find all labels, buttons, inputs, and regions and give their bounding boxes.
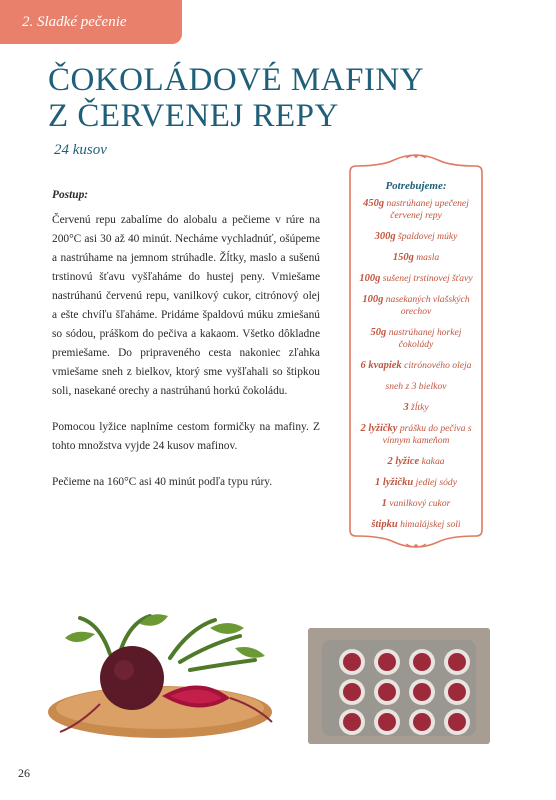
ingredient-text: vanilkový cukor: [389, 498, 451, 509]
ingredient-amount: 50g: [370, 327, 387, 338]
ingredient-text: nastrúhanej horkej čokolády: [388, 327, 462, 350]
ingredient-amount: 100g: [359, 273, 381, 284]
recipe-title: [48, 62, 424, 134]
ingredient-amount: 450g: [363, 198, 385, 209]
beetroot-photo: [40, 614, 280, 744]
ingredient-item: [354, 294, 478, 318]
ingredient-text: sneh z 3 bielkov: [385, 381, 447, 392]
ingredient-text: nasekaných vlašských orechov: [385, 294, 470, 317]
chapter-tab: [0, 0, 182, 44]
recipe-title-line1: ČOKOLÁDOVÉ MAFINY: [48, 62, 425, 98]
ingredient-item: [354, 360, 478, 372]
ingredient-amount: 300g: [374, 231, 396, 242]
ingredient-text: jedlej sódy: [415, 477, 457, 488]
ingredient-item: [354, 273, 478, 285]
ingredient-item: [354, 456, 478, 468]
ingredient-item: [354, 519, 478, 531]
ingredient-item: [354, 198, 478, 222]
chapter-label: 2. Sladké pečenie: [22, 13, 127, 30]
ingredient-amount: 1: [381, 498, 387, 509]
ingredient-text: nastrúhanej upečenej červenej repy: [386, 198, 469, 221]
ingredient-text: žĺtky: [411, 402, 429, 413]
ingredient-item: [354, 477, 478, 489]
ingredients-heading: Potrebujeme:: [385, 180, 447, 192]
ingredient-amount: 150g: [392, 252, 414, 263]
ingredients-list: [354, 180, 478, 540]
ingredient-amount: 1 lyžičku: [375, 477, 414, 488]
method-paragraph: Červenú repu zabalíme do alobalu a pečieme v rúre na 200°C asi 30 až 40 minút. Necháme vychladnúť, ošúpeme a nastrúhame na jemnom strúhadle. Žĺtky, maslo a sušenú trstinovú šťavu vyšľaháme do hustej peny. Vmiešame nastrúhanú červenú repu, vanilkový cukor, citrónový olej a ešte chvíľu šľaháme. Pridáme špaldovú múku zmiešanú so sódou, práškom do pečiva a kakaom. Všetko dôkladne premiešame. Do pripraveného cesta nakoniec zľahka vmiešame sneh z bielkov, ktorý sme vyšľahali so štipkou soli, nasekané orechy a nastrúhanú horkú čokoládu.: [52, 214, 320, 397]
ingredient-amount: 6 kvapiek: [360, 360, 402, 371]
ingredient-amount: 2 lyžičky: [360, 423, 398, 434]
page-number: 26: [18, 766, 30, 780]
method-section: [52, 186, 320, 509]
ingredient-text: kakaa: [421, 456, 445, 467]
recipe-yield: 24 kusov: [54, 142, 107, 158]
ingredient-item: [354, 498, 478, 510]
ingredient-text: himalájskej soli: [400, 519, 461, 530]
ingredient-item: [354, 231, 478, 243]
ingredient-text: citrónového oleja: [404, 360, 472, 371]
ingredient-text: masla: [416, 252, 440, 263]
ingredient-amount: 3: [403, 402, 409, 413]
ingredient-item: [354, 327, 478, 351]
ingredient-item: [354, 423, 478, 447]
method-paragraph: Pečieme na 160°C asi 40 minút podľa typu rúry.: [52, 476, 273, 488]
method-heading: Postup:: [52, 189, 89, 201]
recipe-title-line2: Z ČERVENEJ REPY: [48, 98, 339, 134]
muffins-photo: [308, 628, 490, 744]
ingredient-amount: 100g: [362, 294, 384, 305]
method-paragraph: Pomocou lyžice naplníme cestom formičky na mafiny. Z tohto množstva vyjde 24 kusov mafinov.: [52, 421, 320, 452]
ingredient-amount: štipku: [371, 519, 398, 530]
ingredient-text: špaldovej múky: [397, 231, 458, 242]
ingredient-text: sušenej trstinovej šťavy: [382, 273, 473, 284]
ingredient-item: [354, 252, 478, 264]
ingredient-amount: 2 lyžice: [387, 456, 420, 467]
ingredient-text: prášku do pečiva s vínnym kameňom: [382, 423, 472, 446]
ingredient-item: [354, 381, 478, 393]
ingredients-box: [342, 150, 490, 552]
ingredient-item: [354, 402, 478, 414]
